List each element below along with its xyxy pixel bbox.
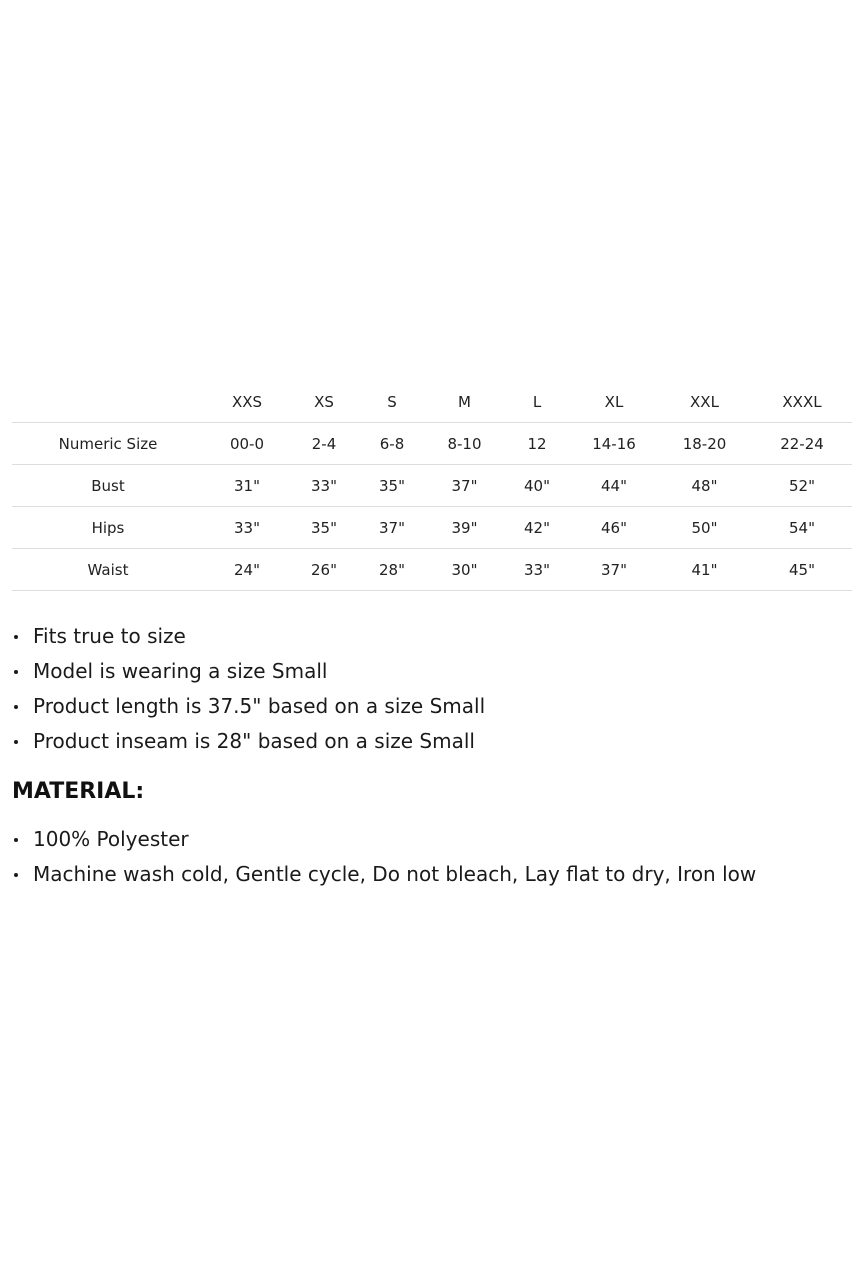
table-cell: 22-24 [752,423,852,465]
list-item [12,822,756,857]
table-cell: 33" [290,465,358,507]
table-cell: 8-10 [426,423,503,465]
list-item-text: Fits true to size [33,624,186,648]
size-header-xl: XL [571,381,657,423]
table-cell: 39" [426,507,503,549]
list-item [12,724,485,759]
list-item-text: Machine wash cold, Gentle cycle, Do not bleach, Lay flat to dry, Iron low [33,862,757,886]
table-cell: 54" [752,507,852,549]
size-chart-corner [12,381,204,423]
list-item-text: Model is wearing a size Small [33,659,328,683]
table-cell: 33" [503,549,571,591]
table-cell: 30" [426,549,503,591]
table-cell: 37" [426,465,503,507]
size-header-xxl: XXL [657,381,752,423]
size-header-xs: XS [290,381,358,423]
table-cell: 46" [571,507,657,549]
material-heading: MATERIAL: [12,779,145,804]
list-item [12,689,485,724]
row-label: Bust [12,465,204,507]
table-cell: 35" [290,507,358,549]
list-item [12,857,756,892]
row-label: Hips [12,507,204,549]
table-cell: 42" [503,507,571,549]
table-row-numeric-size [12,423,852,465]
table-row-waist [12,549,852,591]
table-row-bust [12,465,852,507]
row-label: Waist [12,549,204,591]
table-cell: 26" [290,549,358,591]
table-cell: 31" [204,465,290,507]
size-header-m: M [426,381,503,423]
table-cell: 18-20 [657,423,752,465]
table-cell: 40" [503,465,571,507]
material-list [12,822,756,892]
table-cell: 48" [657,465,752,507]
table-cell: 37" [571,549,657,591]
table-cell: 12 [503,423,571,465]
size-header-s: S [358,381,426,423]
table-cell: 52" [752,465,852,507]
bullet-dot-icon [14,873,18,877]
table-cell: 35" [358,465,426,507]
table-row-hips [12,507,852,549]
list-item [12,619,485,654]
fit-details-list [12,619,485,759]
size-header-xxxl: XXXL [752,381,852,423]
bullet-dot-icon [14,670,18,674]
table-cell: 45" [752,549,852,591]
bullet-dot-icon [14,635,18,639]
row-label: Numeric Size [12,423,204,465]
bullet-dot-icon [14,740,18,744]
list-item-text: Product inseam is 28" based on a size Small [33,729,475,753]
table-cell: 37" [358,507,426,549]
size-header-xxs: XXS [204,381,290,423]
table-cell: 28" [358,549,426,591]
table-cell: 33" [204,507,290,549]
bullet-dot-icon [14,838,18,842]
size-chart-table [12,381,852,591]
list-item-text: Product length is 37.5" based on a size Small [33,694,486,718]
size-header-l: L [503,381,571,423]
list-item-text: 100% Polyester [33,827,189,851]
table-cell: 2-4 [290,423,358,465]
table-cell: 41" [657,549,752,591]
table-cell: 00-0 [204,423,290,465]
table-cell: 6-8 [358,423,426,465]
table-cell: 50" [657,507,752,549]
size-chart-header-row [12,381,852,423]
table-cell: 14-16 [571,423,657,465]
list-item [12,654,485,689]
bullet-dot-icon [14,705,18,709]
table-cell: 24" [204,549,290,591]
table-cell: 44" [571,465,657,507]
